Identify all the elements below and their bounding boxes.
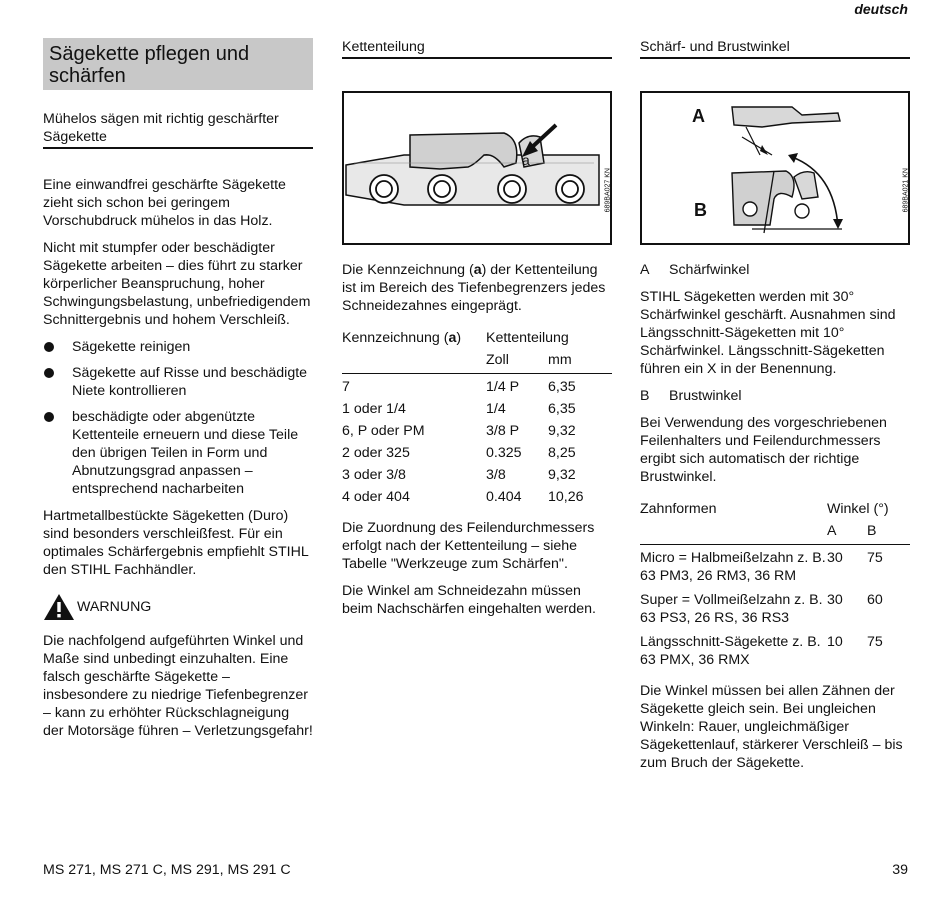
table-subheader: mm xyxy=(548,351,612,374)
subsection-title: Mühelos sägen mit richtig geschärfter Sägekette xyxy=(43,110,313,149)
figure-code: 689BA027 KN xyxy=(604,168,611,213)
language-label: deutsch xyxy=(854,1,908,17)
bullet-list xyxy=(43,338,313,498)
table-row: Super = Vollmeißelzahn z. B. 63 PS3, 26 RS, 36 RS3 30 60 xyxy=(640,592,883,626)
paragraph-sharpening-angle: STIHL Sägeketten werden mit 30° Schärfwinkel geschärft. Ausnahmen sind Längsschnitt-Sägeketten mit 10° Schärfwinkel. Längsschnitt-Sägeketten führen ein X in der Benennung. xyxy=(640,289,896,377)
table-subheader: Zoll xyxy=(486,351,548,374)
table-row: 2 oder 325 0.325 8,25 xyxy=(342,445,576,461)
list-item: Sägekette reinigen xyxy=(43,338,313,356)
warning-heading xyxy=(43,593,313,621)
table-row: Längsschnitt-Sägekette z. B. 63 PMX, 36 RMX 10 75 xyxy=(640,634,883,668)
pitch-table xyxy=(342,329,612,510)
bullet-icon xyxy=(44,342,54,352)
heading-angles: Schärf- und Brustwinkel xyxy=(640,38,910,59)
figure-label-a: a xyxy=(522,152,530,168)
paragraph-equal-angles: Die Winkel müssen bei allen Zähnen der Sägekette gleich sein. Bei ungleichen Winkeln: Rauer, ungleichmäßiger Sägekettenlauf, stärkerer Verschleiß – bis zum Bruch der Sägekette. xyxy=(640,683,903,771)
figure-label-A: A xyxy=(692,106,705,126)
column-left xyxy=(43,38,313,749)
paragraph-side-plate-angle: Bei Verwendung des vorgeschriebenen Feilenhalters und Feilendurchmessers ergibt sich automatisch der richtige Brustwinkel. xyxy=(640,415,887,485)
warning-label: WARNUNG xyxy=(77,599,152,615)
table-row: Micro = Halbmeißelzahn z. B. 63 PM3, 26 RM3, 36 RM 30 75 xyxy=(640,550,883,584)
bullet-icon xyxy=(44,368,54,378)
paragraph-file-diameter: Die Zuordnung des Feilendurchmessers erfolgt nach der Kettenteilung – siehe Tabelle "Werkzeuge zum Schärfen". xyxy=(342,520,595,572)
footer-models: MS 271, MS 271 C, MS 291, MS 291 C xyxy=(43,862,291,878)
table-row: 7 1/4 P 6,35 xyxy=(342,379,576,395)
table-subheader: A xyxy=(827,522,867,545)
table-subheader: B xyxy=(867,522,910,545)
legend-a: A Schärfwinkel xyxy=(640,262,750,278)
legend-b: B Brustwinkel xyxy=(640,388,742,404)
list-item: Sägekette auf Risse und beschädigte Niete kontrollieren xyxy=(43,364,313,400)
table-row: 6, P oder PM 3/8 P 9,32 xyxy=(342,423,576,439)
table-header: Winkel (°) xyxy=(827,501,889,517)
heading-chain-pitch: Kettenteilung xyxy=(342,38,612,59)
column-middle xyxy=(342,38,612,627)
tooth-forms-table xyxy=(640,500,910,673)
chain-illustration xyxy=(344,93,610,239)
paragraph-blunt-chain: Nicht mit stumpfer oder beschädigter Sägekette arbeiten – dies führt zu starker körperlicher Beanspruchung, hoher Schwingungsbelastung, unbefriedigendem Schnittergebnis und hohem Verschleiß. xyxy=(43,240,311,328)
bullet-icon xyxy=(44,412,54,422)
figure-code: 689BA021 KN xyxy=(902,168,909,213)
figure-angles xyxy=(640,91,910,245)
table-row: 4 oder 404 0.404 10,26 xyxy=(342,489,584,505)
warning-triangle-icon xyxy=(43,593,75,621)
table-row: 3 oder 3/8 3/8 9,32 xyxy=(342,467,576,483)
column-right xyxy=(640,38,910,781)
table-header: Zahnformen xyxy=(640,501,717,517)
table-header: Kettenteilung xyxy=(486,330,569,346)
paragraph-duro: Hartmetallbestückte Sägeketten (Duro) sind besonders verschleißfest. Für ein optimales Schärfergebnis empfiehlt STIHL den STIHL Fachhändler. xyxy=(43,508,309,578)
figure-label-B: B xyxy=(694,200,707,220)
warning-text: Die nachfolgend aufgeführten Winkel und Maße sind unbedingt einzuhalten. Eine falsch geschärfte Sägekette – insbesondere zu niedrige Tiefenbegrenzer – kann zu erhöhter Rückschlagneigung der Motorsäge führen – Verletzungsgefahr! xyxy=(43,633,313,739)
paragraph-angles: Die Winkel am Schneidezahn müssen beim Nachschärfen eingehalten werden. xyxy=(342,583,596,617)
angles-illustration xyxy=(642,93,908,239)
paragraph-marking: Die Kennzeichnung (a) der Kettenteilung ist im Bereich des Tiefenbegrenzers jedes Schneidezahnes eingeprägt. xyxy=(342,262,606,314)
figure-chain-pitch xyxy=(342,91,612,245)
table-row: 1 oder 1/4 1/4 6,35 xyxy=(342,401,576,417)
table-header: Kennzeichnung (a) xyxy=(342,330,462,346)
paragraph-intro: Eine einwandfrei geschärfte Sägekette zieht sich schon bei geringem Vorschubdruck mühelos in das Holz. xyxy=(43,177,286,229)
section-title: Sägekette pflegen und schärfen xyxy=(43,38,313,90)
page-number: 39 xyxy=(892,862,908,878)
warning-emphasis: Verletzungsgefahr xyxy=(194,723,309,739)
list-item: beschädigte oder abgenützte Kettenteile erneuern und diese Teile den übrigen Teilen in Form und Abnutzungsgrad anpassen – entsprechend nacharbeiten xyxy=(43,408,313,498)
